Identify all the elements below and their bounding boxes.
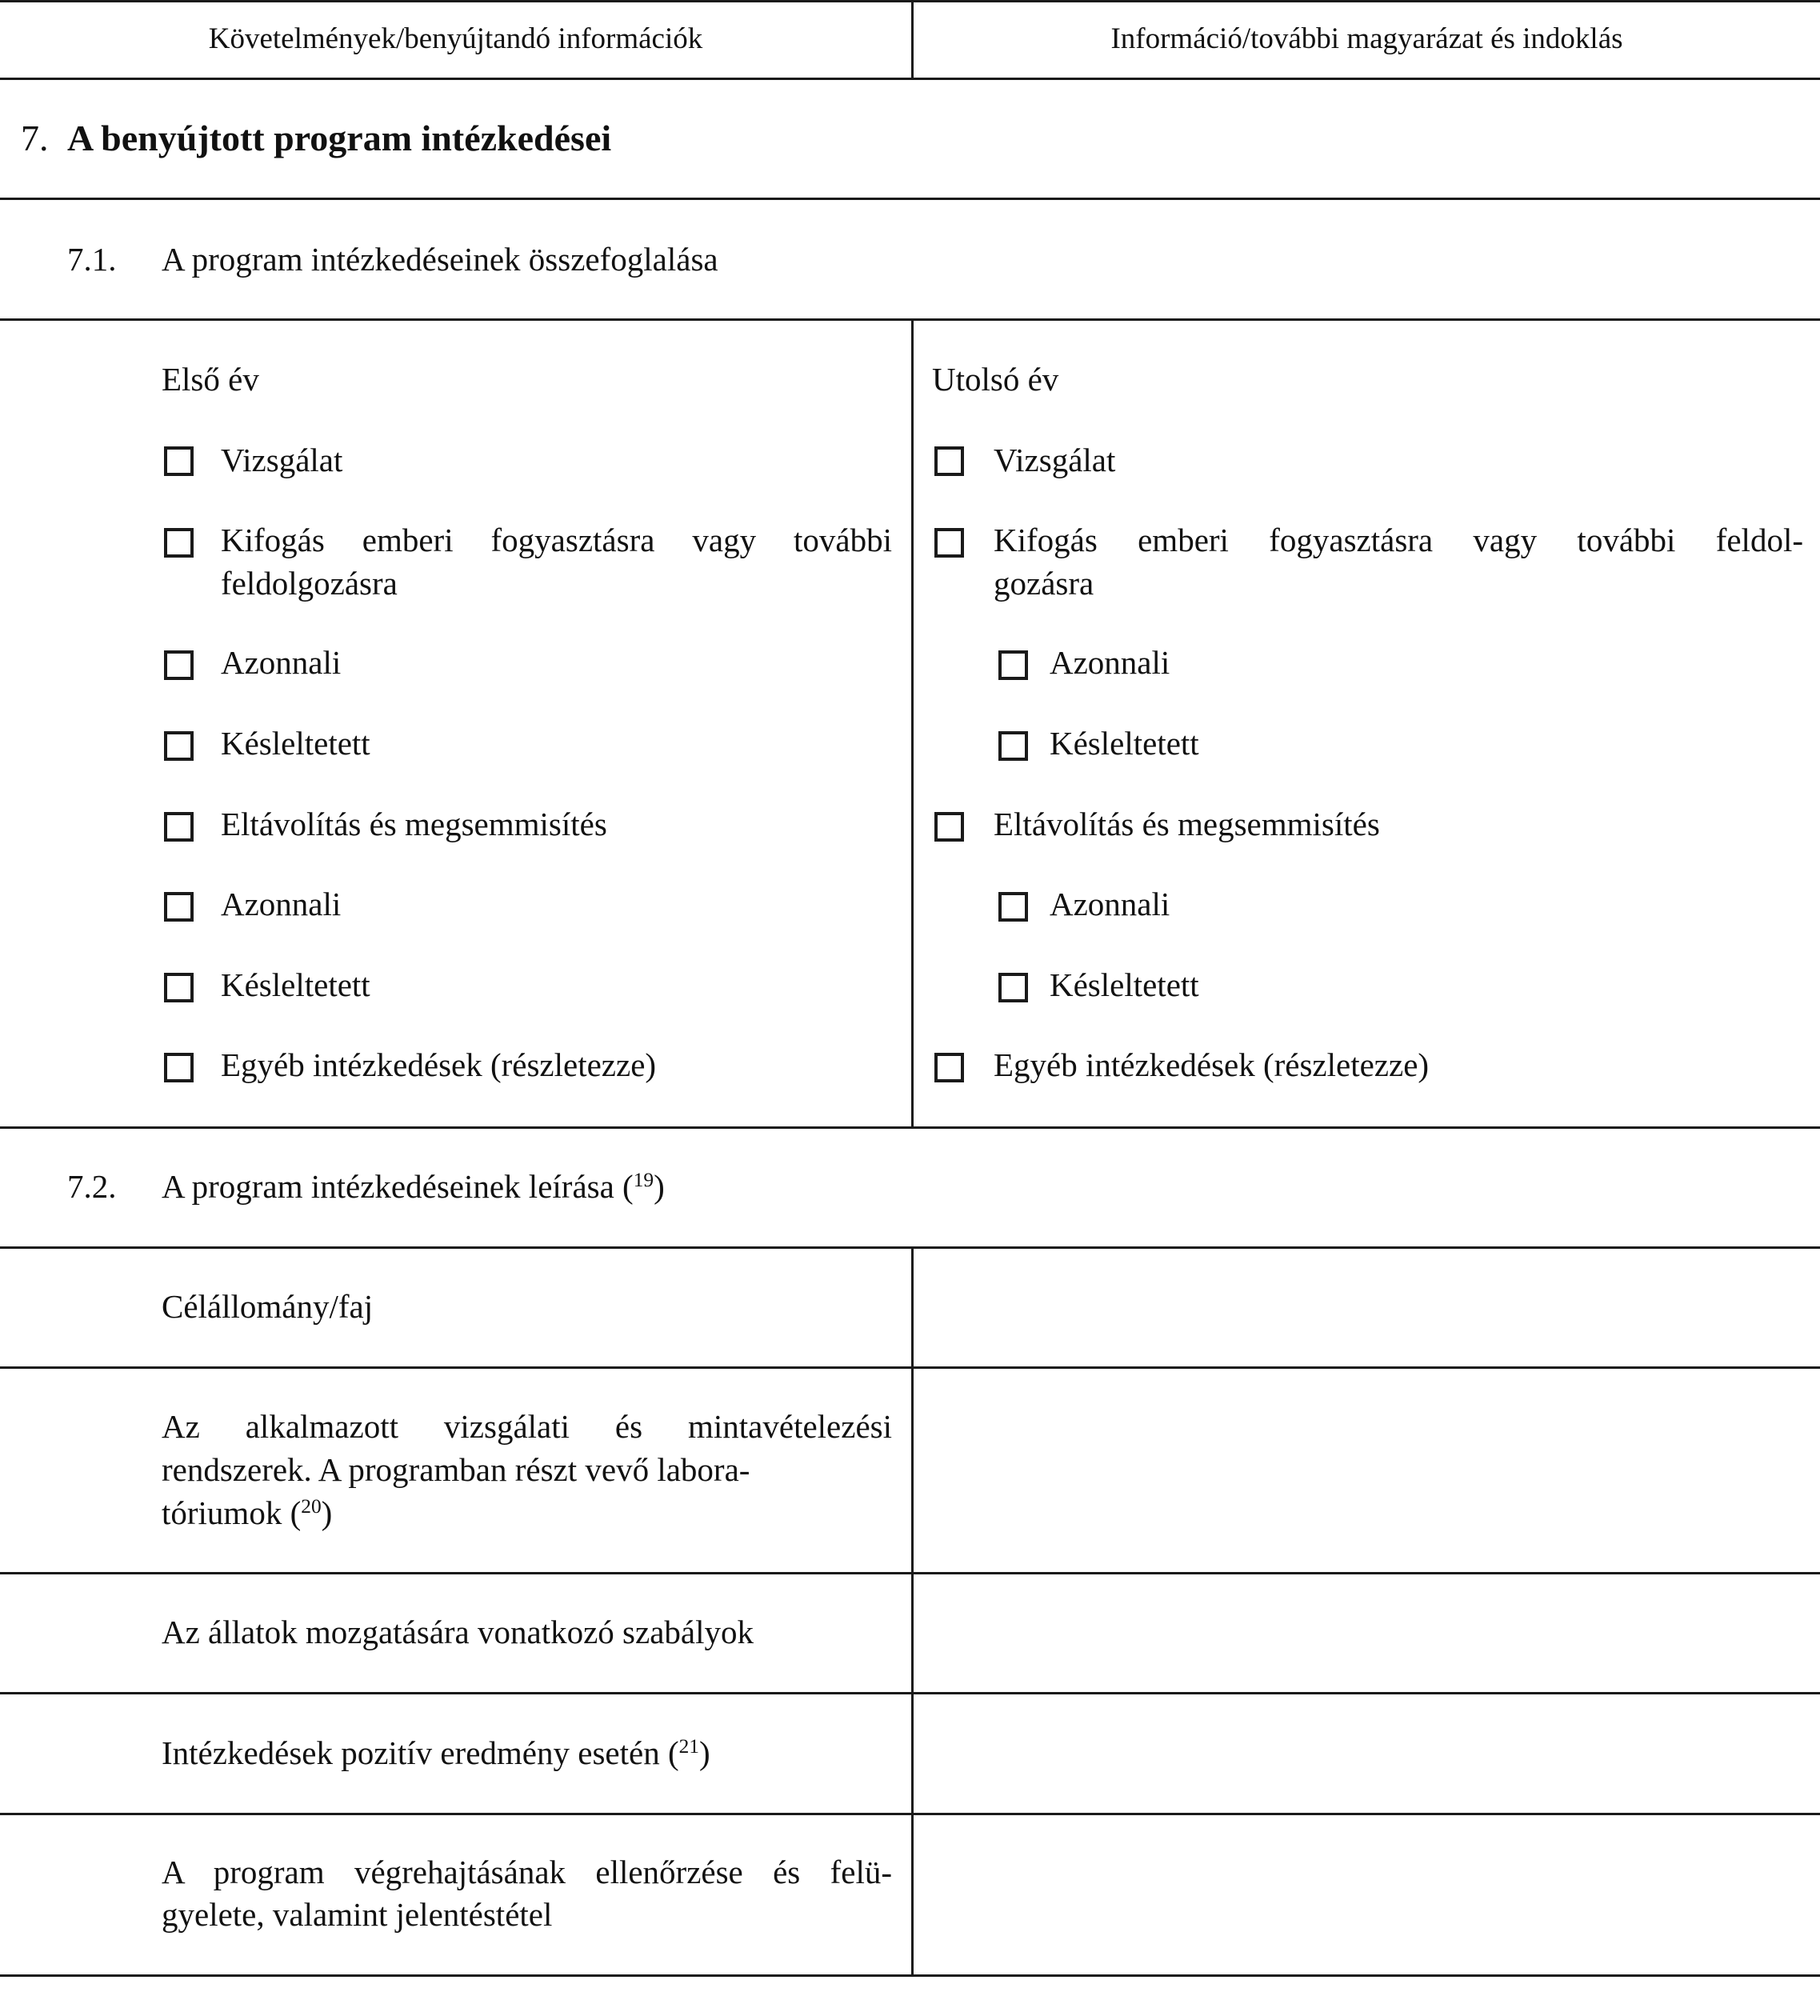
movement-value-cell (914, 1574, 1820, 1692)
first-year-egyeb-label: Egyéb intézkedések (részletezze) (221, 1046, 657, 1083)
last-year-kifogas-azonnali-checkbox[interactable] (998, 650, 1028, 680)
last-year-kifogas-kesleltetett-label: Késleltetett (1050, 725, 1199, 762)
positive-label (162, 1731, 710, 1774)
top-border (0, 0, 1820, 2)
control-label-line2: gyelete, valamint jelentéstétel (162, 1896, 553, 1933)
header-bottom-border (0, 78, 1820, 80)
section72-number: 7.2. (67, 1168, 117, 1205)
section71-number: 7.1. (67, 241, 117, 278)
last-year-egyeb-label: Egyéb intézkedések (részletezze) (994, 1046, 1430, 1083)
last-year-heading: Utolsó év (932, 361, 1059, 398)
first-year-egyeb-checkbox[interactable] (164, 1053, 194, 1082)
first-year-eltavolitas-kesleltetett-label: Késleltetett (221, 966, 370, 1003)
section71-title: A program intézkedéseinek összefoglalása (162, 241, 718, 278)
header-left: Követelmények/benyújtandó információk (208, 22, 703, 55)
testing-label-close: ) (321, 1494, 333, 1531)
footnote-21[interactable]: 21 (678, 1735, 699, 1758)
first-year-kifogas-checkbox[interactable] (164, 528, 194, 558)
bottom-border (0, 1974, 1820, 1977)
last-year-egyeb-checkbox[interactable] (934, 1053, 964, 1082)
positive-value-cell (914, 1694, 1820, 1813)
last-year-kifogas-azonnali-label: Azonnali (1050, 644, 1170, 681)
first-year-eltavolitas-label: Eltávolítás és megsemmisítés (221, 806, 607, 842)
last-year-eltavolitas-checkbox[interactable] (934, 812, 964, 842)
control-label-line1: A program végrehajtásának ellenőrzése és felü- (162, 1854, 892, 1890)
first-year-kifogas-kesleltetett-label: Késleltetett (221, 725, 370, 762)
positive-label-text: Intézkedések pozitív eredmény esetén ( (162, 1734, 679, 1771)
last-year-eltavolitas-kesleltetett-label: Késleltetett (1050, 966, 1199, 1003)
footnote-20[interactable]: 20 (301, 1495, 322, 1518)
target-label: Célállomány/faj (162, 1288, 374, 1325)
section7-title: A benyújtott program intézkedései (67, 118, 612, 158)
movement-label: Az állatok mozgatására vonatkozó szabályok (162, 1614, 754, 1650)
section7-bottom-border (0, 198, 1820, 200)
last-year-kifogas-kesleltetett-checkbox[interactable] (998, 731, 1028, 761)
first-year-eltavolitas-azonnali-checkbox[interactable] (164, 892, 194, 922)
last-year-eltavolitas-label: Eltávolítás és megsemmisítés (994, 806, 1380, 842)
last-year-kifogas-label-line2: gozásra (994, 565, 1094, 602)
last-year-vizsgalat-label: Vizsgálat (994, 442, 1116, 478)
testing-label-lines: Az alkalmazott vizsgálati és mintavételezési rendszerek. A programban részt vevő labora- (162, 1408, 892, 1488)
section72-title-text: A program intézkedéseinek leírása ( (162, 1168, 634, 1205)
control-value-cell (914, 1815, 1820, 1974)
summary-bottom-border (0, 1126, 1820, 1129)
first-year-vizsgalat-checkbox[interactable] (164, 446, 194, 476)
positive-label-close: ) (699, 1734, 710, 1771)
section72-title (162, 1165, 665, 1208)
first-year-kifogas-azonnali-label: Azonnali (221, 644, 342, 681)
first-year-eltavolitas-azonnali-label: Azonnali (221, 886, 342, 922)
last-year-eltavolitas-azonnali-checkbox[interactable] (998, 892, 1028, 922)
section71-bottom-border (0, 318, 1820, 321)
testing-label-last-text: tóriumok ( (162, 1494, 302, 1531)
section72-title-close: ) (654, 1168, 665, 1205)
first-year-eltavolitas-kesleltetett-checkbox[interactable] (164, 973, 194, 1002)
footnote-19[interactable]: 19 (633, 1169, 654, 1192)
last-year-kifogas-checkbox[interactable] (934, 528, 964, 558)
first-year-kifogas-azonnali-checkbox[interactable] (164, 650, 194, 680)
last-year-eltavolitas-azonnali-label: Azonnali (1050, 886, 1170, 922)
last-year-kifogas-label-line1: Kifogás emberi fogyasztásra vagy további feldol- (994, 522, 1803, 558)
first-year-vizsgalat-label: Vizsgálat (221, 442, 343, 478)
summary-divider (911, 318, 914, 1127)
first-year-kifogas-kesleltetett-checkbox[interactable] (164, 731, 194, 761)
testing-label-last (162, 1491, 332, 1534)
header-right: Információ/további magyarázat és indoklás (1110, 22, 1623, 55)
section7-number: 7. (21, 118, 49, 158)
last-year-vizsgalat-checkbox[interactable] (934, 446, 964, 476)
first-year-kifogas-label: Kifogás emberi fogyasztásra vagy további feldolgozásra (221, 522, 892, 602)
first-year-heading: Első év (162, 361, 259, 398)
last-year-eltavolitas-kesleltetett-checkbox[interactable] (998, 973, 1028, 1002)
testing-value-cell (914, 1369, 1820, 1572)
first-year-eltavolitas-checkbox[interactable] (164, 812, 194, 842)
target-value-cell (914, 1249, 1820, 1366)
